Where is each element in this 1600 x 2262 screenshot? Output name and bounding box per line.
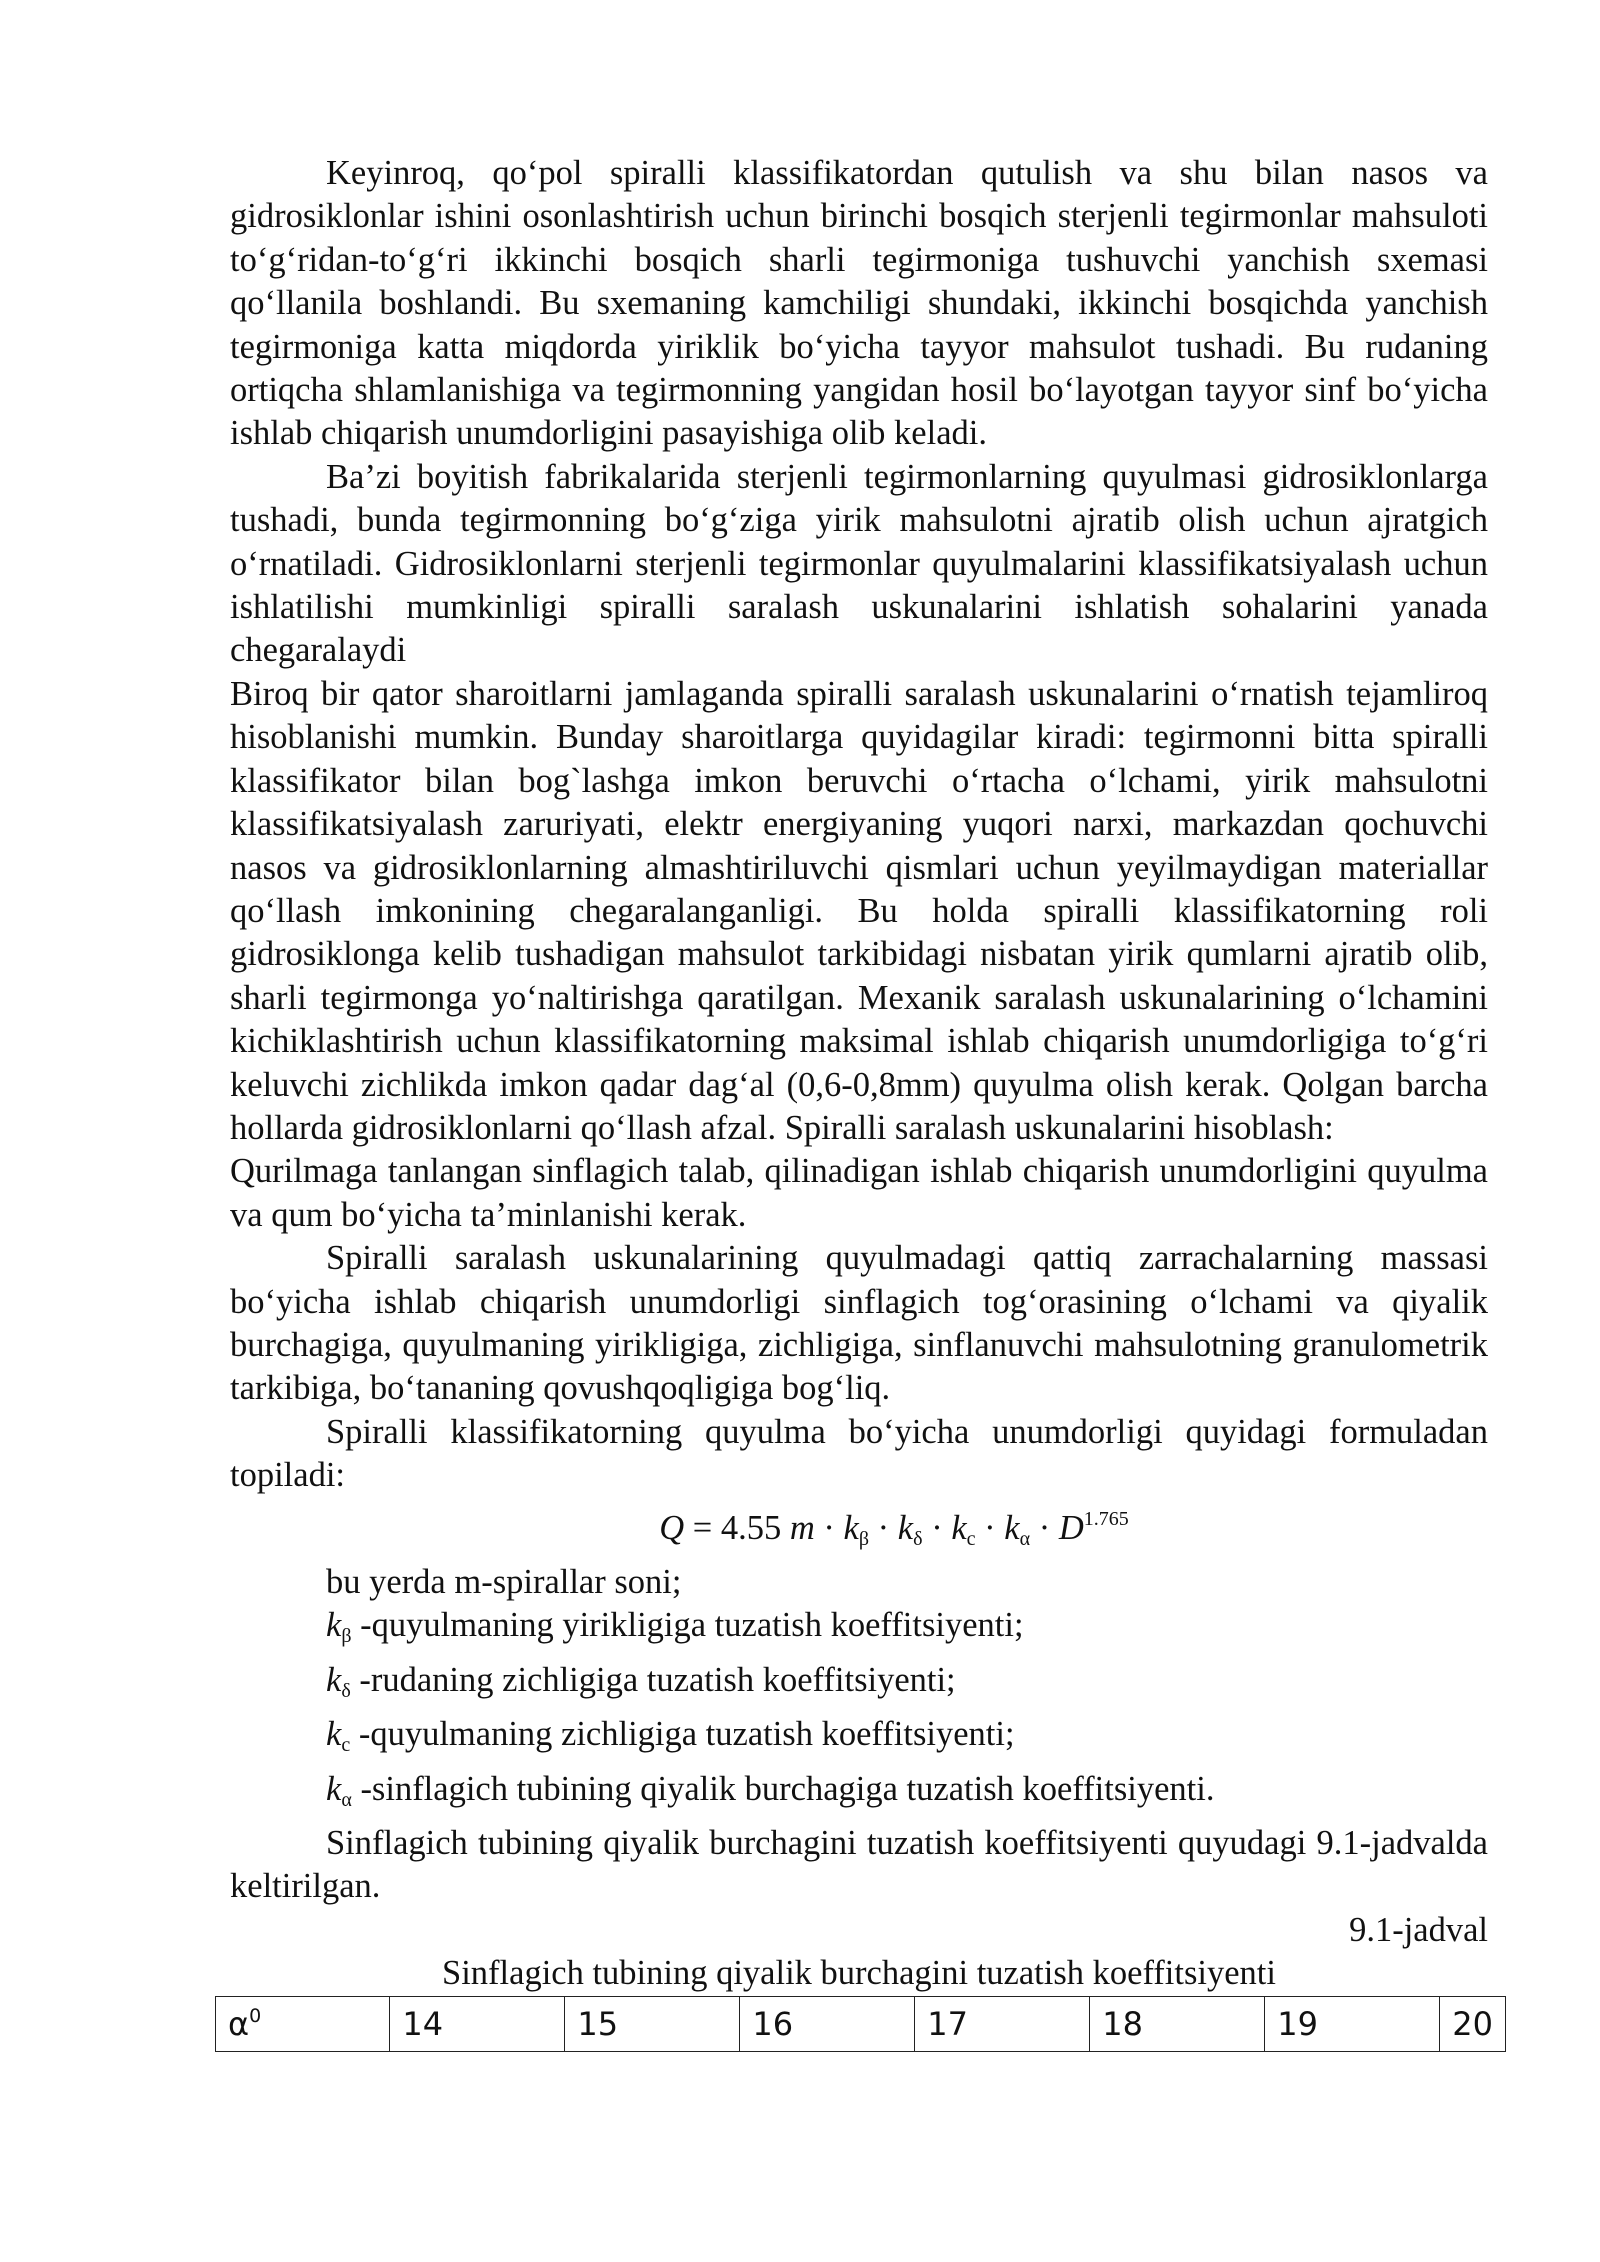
definition-k-delta: $k_\delta$ -rudaning zichligiga tuzatish koeffitsiyenti; bbox=[326, 1660, 956, 1702]
table-cell: 16 bbox=[740, 1996, 915, 2051]
productivity-formula: Q = 4.55 $m \cdot k_\beta \cdot k_\delta \cdot k_c \cdot k_\alpha \cdot D^{1.765}$ bbox=[659, 1507, 1129, 1550]
table-header-cell: $\alpha^0$ bbox=[216, 1996, 390, 2051]
paragraph-3: Biroq bir qator sharoitlarni jamlaganda spiralli saralash uskunalarini o‘rnatish tejamliroq hisoblanishi mumkin. Bunday sharoitlarga quyidagilar kiradi: tegirmonni bitta spiralli klassifikator bilan bog`lashga imkon beruvchi o‘rtacha o‘lchami, yirik mahsulotni klassifikatsiyalash zaruriyati, elektr energiyaning yuqori narxi, markazdan qochuvchi nasos va gidrosiklonlarning almashtiriluvchi qismlari uchun yeyilmaydigan materiallar qo‘llash imkonining chegaralanganligi. Bu holda spiralli klassifikatorning roli gidrosiklonga kelib tushadigan mahsulot tarkibidagi nisbatan yirik qumlarni ajratib olib, sharli tegirmonga yo‘naltirishga qaratilgan. Mexanik saralash uskunalarining o‘lchamini kichiklashtirish uchun klassifikatorning maksimal ishlab chiqarish unumdorligiga to‘g‘ri keluvchi zichlikda imkon qadar dag‘al (0,6-0,8mm) quyulma olish kerak. Qolgan barcha hollarda gidrosiklonlarni qo‘llash afzal. Spiralli saralash uskunalarini hisoblash: bbox=[230, 674, 1488, 1147]
paragraph-6: Spiralli klassifikatorning quyulma bo‘yicha unumdorligi quyidagi formuladan topiladi: bbox=[230, 1412, 1488, 1495]
definition-m: bu yerda m-spirallar soni; bbox=[326, 1563, 682, 1601]
paragraph-2: Ba’zi boyitish fabrikalarida sterjenli tegirmonlarning quyulmasi gidrosiklonlarga tushadi, bunda tegirmonning bo‘g‘ziga yirik mahsulotni ajratib olish uchun ajratgich o‘rnatiladi. Gidrosiklonlarni sterjenli tegirmonlar quyulmalarini klassifikatsiyalash uchun ishlatilishi mumkinligi spiralli saralash uskunalarini ishlatish sohalarini yanada chegaralaydi bbox=[230, 457, 1488, 670]
table-cell: 14 bbox=[390, 1996, 565, 2051]
definition-k-c: $k_c$ -quyulmaning zichligiga tuzatish koeffitsiyenti; bbox=[326, 1715, 1015, 1757]
table-cell: 15 bbox=[565, 1996, 740, 2051]
paragraph-4: Qurilmaga tanlangan sinflagich talab, qilinadigan ishlab chiqarish unumdorligini quyulma va qum bo‘yicha ta’minlanishi kerak. bbox=[230, 1152, 1488, 1234]
definition-k-beta: $k_\beta$ -quyulmaning yirikligiga tuzatish koeffitsiyenti; bbox=[326, 1606, 1024, 1648]
formula-definitions bbox=[230, 1561, 1488, 1822]
table-cell: 20 bbox=[1440, 1996, 1506, 2051]
paragraph-5: Spiralli saralash uskunalarining quyulmadagi qattiq zarrachalarning massasi bo‘yicha ishlab chiqarish unumdorligi sinflagich tog‘orasining o‘lchami va qiyalik burchagiga, quyulmaning yirikligiga, zichligiga, sinflanuvchi mahsulotning granulometrik tarkibiga, bo‘tananing qovushqoqligiga bog‘liq. bbox=[230, 1239, 1488, 1408]
angle-coefficient-table bbox=[215, 1996, 1506, 2052]
closing-paragraph: Sinflagich tubining qiyalik burchagini tuzatish koeffitsiyenti quyudagi 9.1-jadvalda keltirilgan. bbox=[230, 1824, 1488, 1906]
table-caption: Sinflagich tubining qiyalik burchagini tuzatish koeffitsiyenti bbox=[442, 1954, 1276, 1993]
table-label: 9.1-jadval bbox=[1349, 1910, 1488, 1949]
table-cell: 18 bbox=[1090, 1996, 1265, 2051]
table-cell: 19 bbox=[1265, 1996, 1440, 2051]
table-row bbox=[216, 1996, 1506, 2051]
table-cell: 17 bbox=[915, 1996, 1090, 2051]
definition-k-alpha: $k_\alpha$ -sinflagich tubining qiyalik burchagiga tuzatish koeffitsiyenti. bbox=[326, 1769, 1215, 1811]
paragraph-1: Keyinroq, qo‘pol spiralli klassifikatordan qutulish va shu bilan nasos va gidrosiklonlar ishini osonlashtirish uchun birinchi bosqich sterjenli tegirmonlar mahsuloti to‘g‘ridan-to‘g‘ri ikkinchi bosqich sharli tegirmoniga tushuvchi yanchish sxemasi qo‘llanila boshlandi. Bu sxemaning kamchiligi shundaki, ikkinchi bosqichda yanchish tegirmoniga katta miqdorda yiriklik bo‘yicha tayyor mahsulot tushadi. Bu rudaning ortiqcha shlamlanishiga va tegirmonning yangidan hosil bo‘layotgan tayyor sinf bo‘yicha ishlab chiqarish unumdorligini pasayishiga olib keladi. bbox=[230, 154, 1488, 453]
